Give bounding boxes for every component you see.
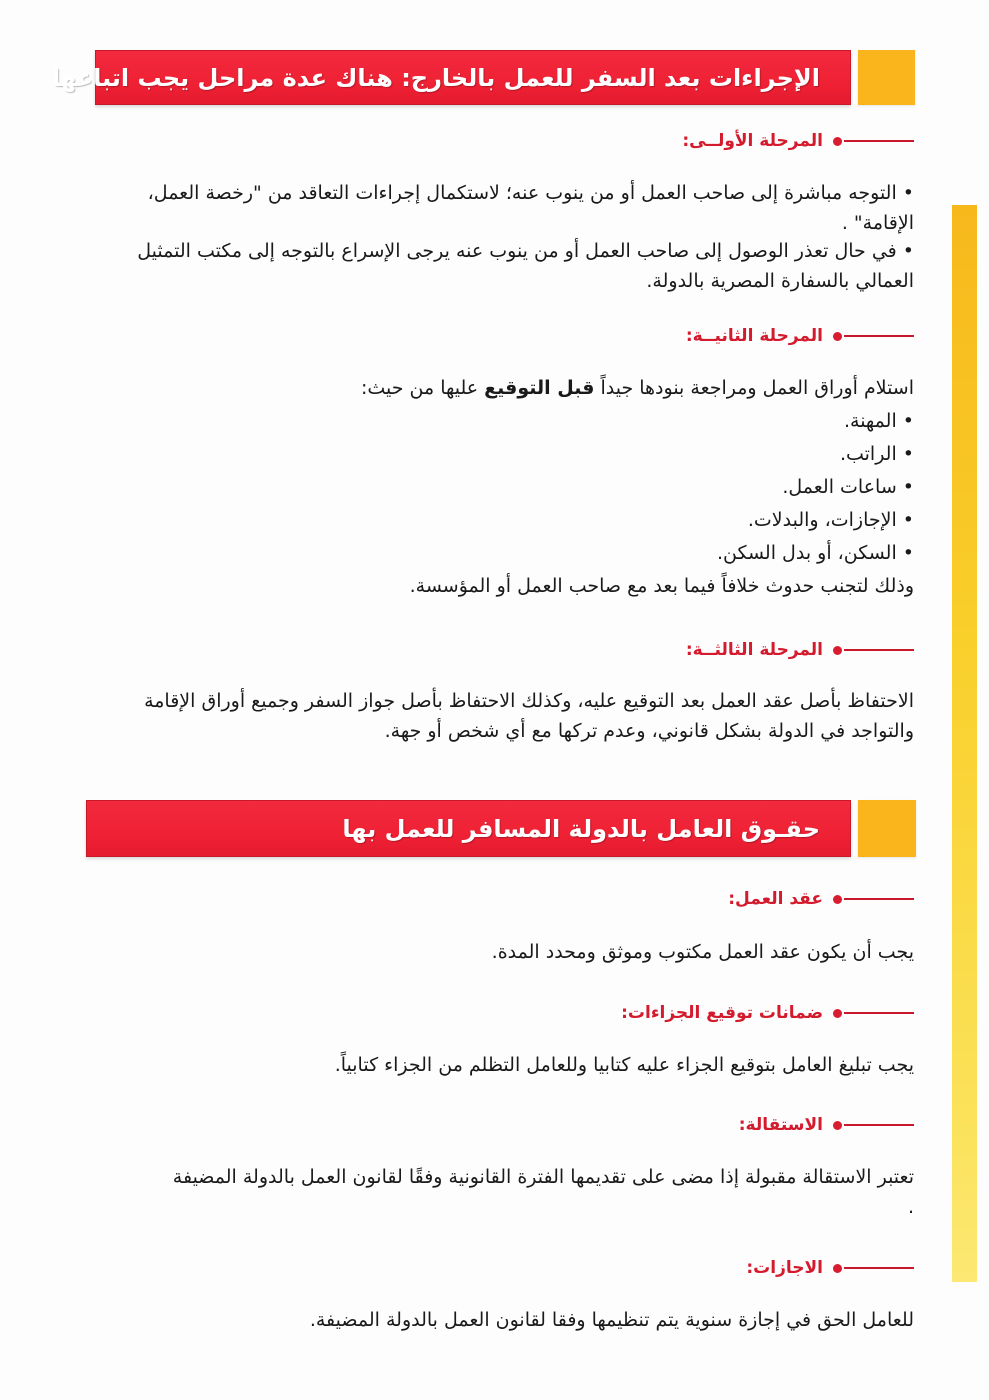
stage-2-content <box>361 373 914 601</box>
subheading-label: المرحلة الثانيــة: <box>685 326 823 346</box>
paragraph-text: تعتبر الاستقالة مقبولة إذا مضى على تقديمها الفترة القانونية وفقًا لقانون العمل بالدولة المضيفة . <box>172 1166 914 1218</box>
subheading-resignation <box>739 1112 914 1138</box>
intro-text-end: عليها من حيث: <box>360 377 485 399</box>
subheading-label: المرحلة الأولــى: <box>682 131 823 151</box>
section-header-procedures <box>51 50 915 105</box>
subheading-dot-icon <box>833 1009 842 1018</box>
subheading-line <box>844 649 914 651</box>
stage-1-bullet-1 <box>88 178 914 238</box>
subheading-vacations <box>746 1255 914 1281</box>
subheading-label: عقد العمل: <box>728 889 823 909</box>
intro-text: استلام أوراق العمل ومراجعة بنودها جيداً <box>594 377 914 399</box>
section-title: الإجراءات بعد السفر للعمل بالخارج: هناك عدة مراحل يجب اتباعها <box>51 63 820 92</box>
subheading-label: المرحلة الثالثــة: <box>685 640 823 660</box>
subheading-employment-contract <box>728 886 914 912</box>
bullet-text: • التوجه مباشرة إلى صاحب العمل أو من ينوب عنه؛ لاستكمال إجراءات التعاقد من "رخصة العمل، الإقامة" . <box>147 182 914 234</box>
subheading-line <box>844 898 914 900</box>
list-item: • الإجازات، والبدلات. <box>747 509 914 531</box>
subheading-dot-icon <box>833 895 842 904</box>
bullet-text: • في حال تعذر الوصول إلى صاحب العمل أو من ينوب عنه يرجى الإسراع بالتوجه إلى مكتب التمثيل العمالي بالسفارة المصرية بالدولة. <box>137 240 914 292</box>
header-red-bar <box>86 800 851 857</box>
subheading-stage-2 <box>686 323 914 349</box>
subheading-dot-icon <box>833 646 842 655</box>
subheading-line <box>844 1012 914 1014</box>
list-item: • المهنة. <box>843 410 914 432</box>
stage-3-text <box>84 686 914 746</box>
vacations-text <box>310 1305 914 1335</box>
employment-contract-text <box>492 937 914 967</box>
subheading-label: ضمانات توقيع الجزاءات: <box>621 1003 823 1023</box>
list-item: • السكن، أو بدل السكن. <box>716 542 914 564</box>
subheading-stage-3 <box>686 637 914 663</box>
subheading-dot-icon <box>833 1264 842 1273</box>
section-title: حقـوق العامل بالدولة المسافر للعمل بها <box>342 814 820 843</box>
stage-2-intro <box>361 373 914 403</box>
subheading-line <box>844 1267 914 1269</box>
subheading-line <box>844 140 914 142</box>
header-red-bar <box>51 50 851 105</box>
subheading-dot-icon <box>833 1121 842 1130</box>
header-yellow-square <box>858 50 915 105</box>
resignation-text <box>170 1162 914 1222</box>
paragraph-text: للعامل الحق في إجازة سنوية يتم تنظيمها وفقا لقانون العمل بالدولة المضيفة. <box>309 1309 914 1331</box>
subheading-stage-1 <box>682 128 914 154</box>
header-yellow-square <box>858 800 916 857</box>
list-item: • ساعات العمل. <box>782 476 914 498</box>
list-item: • الراتب. <box>839 443 914 465</box>
decorative-side-strip <box>952 205 977 1282</box>
paragraph-text: يجب تبليغ العامل بتوقيع الجزاء عليه كتابيا وللعامل التظلم من الجزاء كتابياً. <box>334 1054 914 1076</box>
paragraph-text: الاحتفاظ بأصل عقد العمل بعد التوقيع عليه، وكذلك الاحتفاظ بأصل جواز السفر وجميع أوراق الإقامة والتواجد في الدولة بشكل قانوني، وعدم تركها مع أي شخص أو جهة. <box>144 690 914 742</box>
subheading-label: الاجازات: <box>746 1258 823 1278</box>
subheading-dot-icon <box>833 137 842 146</box>
subheading-dot-icon <box>833 332 842 341</box>
stage-2-outro: وذلك لتجنب حدوث خلافاً فيما بعد مع صاحب العمل أو المؤسسة. <box>409 575 914 597</box>
penalty-guarantees-text <box>335 1050 914 1080</box>
stage-1-bullet-2 <box>88 236 914 296</box>
subheading-penalty-guarantees <box>621 1000 914 1026</box>
subheading-label: الاستقالة: <box>738 1115 823 1135</box>
subheading-line <box>844 1124 914 1126</box>
paragraph-text: يجب أن يكون عقد العمل مكتوب وموثق ومحدد المدة. <box>491 941 914 963</box>
section-header-worker-rights <box>86 800 916 857</box>
subheading-line <box>844 335 914 337</box>
intro-bold-text: قبل التوقيع <box>484 377 595 399</box>
